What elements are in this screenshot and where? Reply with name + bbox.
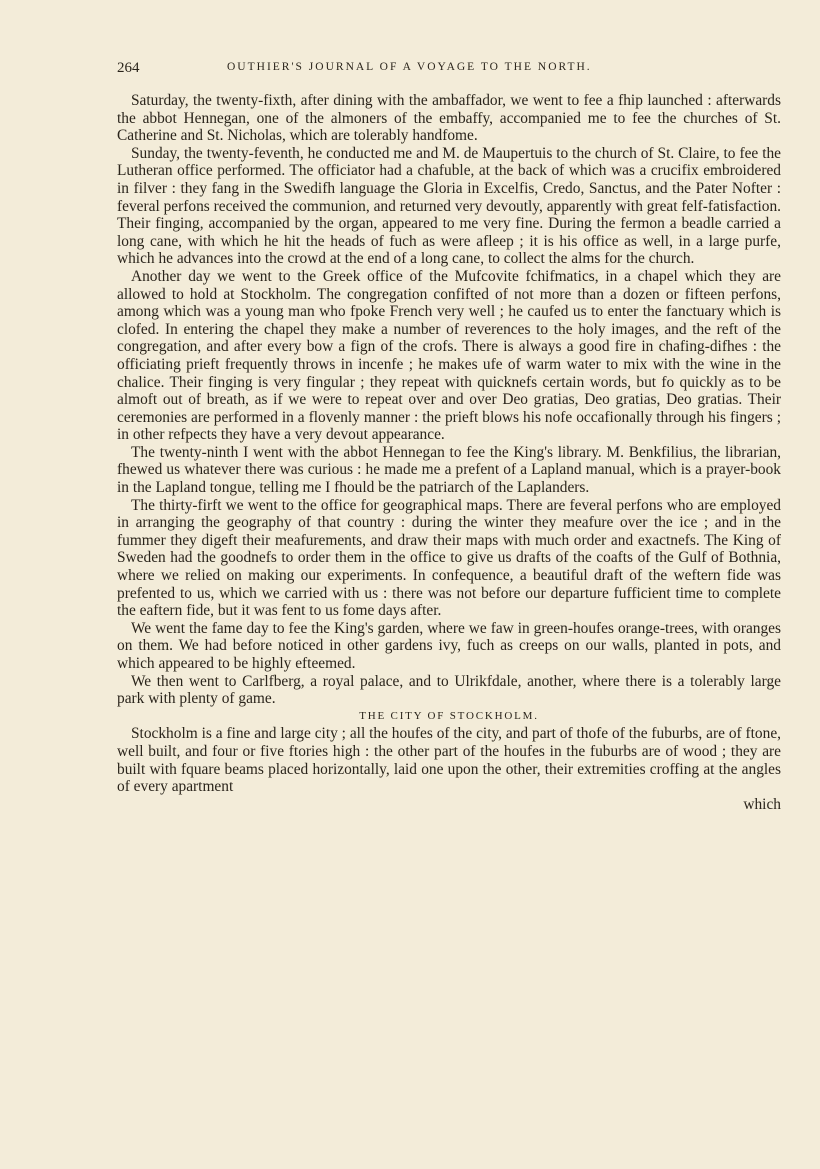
paragraph-library: The twenty-ninth I went with the abbot Hennegan to fee the King's library. M. Benkfilius, the librarian, fhewed us whatever there was curious : he made me a prefent of a Lapland manual, which is a prayer-book in the Lapland tongue, telling me I fhould be the patriarch of the Laplanders.	[117, 443, 781, 497]
paragraph-geographical-maps: The thirty-firft we went to the office for geographical maps. There are feveral perfons who are employed in arranging the geography of that country : during the winter they meafure over the ice ; and in the fummer they digeft their meafurements, and draw their maps with much order and exactnefs. The King of Sweden had the goodnefs to order them in the office to give us drafts of the coafts of the Gulf of Bothnia, where we relied on making our experiments. In confequence, a beautiful draft of the weftern fide was prefented to us, which we carried with us : there was not before our departure fufficient time to complete the eaftern fide, but it was fent to us fome days after.	[117, 496, 781, 620]
paragraph-sunday: Sunday, the twenty-feventh, he conducted me and M. de Maupertuis to the church of St. Claire, to fee the Lutheran office performed. The officiator had a chafuble, at the back of which was a crucifix embroidered in filver : they fang in the Swedifh language the Gloria in Excelfis, Credo, Sanctus, and the Pater Nofter : feveral perfons received the communion, and returned very devoutly, apparently with great felf-fatisfaction. Their finging, accompanied by the organ, appeared to me very fine. During the fermon a beadle carried a long cane, with which he hit the heads of fuch as were afleep ; it is his office as well, in a large purfe, which he advances into the crowd at the end of a long cane, to collect the alms for the church.	[117, 144, 781, 268]
paragraph-saturday: Saturday, the twenty-fixth, after dining with the ambaffador, we went to fee a fhip launched : afterwards the abbot Hennegan, one of the almoners of the embaffy, accompanied me to fee the churches of St. Catherine and St. Nicholas, which are tolerably handfome.	[117, 92, 781, 145]
paragraph-greek-office: Another day we went to the Greek office of the Mufcovite fchifmatics, in a chapel which they are allowed to hold at Stockholm. The congregation confifted of not more than a dozen or fifteen perfons, among which was a young man who fpoke French very well ; he caufed us to enter the fanctuary which is clofed. In entering the chapel they make a number of reverences to the holy images, and the reft of the congregation, and after every bow a fign of the crofs. There is always a good fire in chafing-difhes : the officiating prieft frequently throws in incenfe ; he makes ufe of warm water to mix with the wine in the chalice. Their finging is very fingular ; they repeat with quicknefs certain words, but fo quickly as to be almoft out of breath, as if we were to repeat over and over Deo gratias, Deo gratias, Deo gratias. Their ceremonies are performed in a flovenly manner : the prieft blows his nofe occafionally through his fingers ; in other refpects they have a very devout appearance.	[117, 267, 781, 444]
body-text	[117, 92, 781, 813]
paragraph-carlsberg: We then went to Carlfberg, a royal palace, and to Ulrikfdale, another, where there is a tolerably large park with plenty of game.	[117, 672, 781, 708]
running-title: OUTHIER'S JOURNAL OF A VOYAGE TO THE NORTH.	[227, 61, 592, 73]
paragraph-kings-garden: We went the fame day to fee the King's garden, where we faw in green-houfes orange-trees, with oranges on them. We had before noticed in other gardens ivy, fuch as creeps on our walls, planted in pots, and which appeared to be highly efteemed.	[117, 619, 781, 672]
paragraph-stockholm: Stockholm is a fine and large city ; all the houfes of the city, and part of thofe of the fuburbs, are of ftone, well built, and four or five ftories high : the other part of the houfes in the fuburbs are of wood ; they are built with fquare beams placed horizontally, laid one upon the other, their extremities croffing at the angles of every apartment	[117, 725, 781, 796]
catchword: which	[743, 795, 781, 813]
section-heading: THE CITY OF STOCKHOLM.	[359, 709, 539, 722]
page-header	[117, 60, 767, 82]
page-number: 264	[117, 60, 140, 76]
